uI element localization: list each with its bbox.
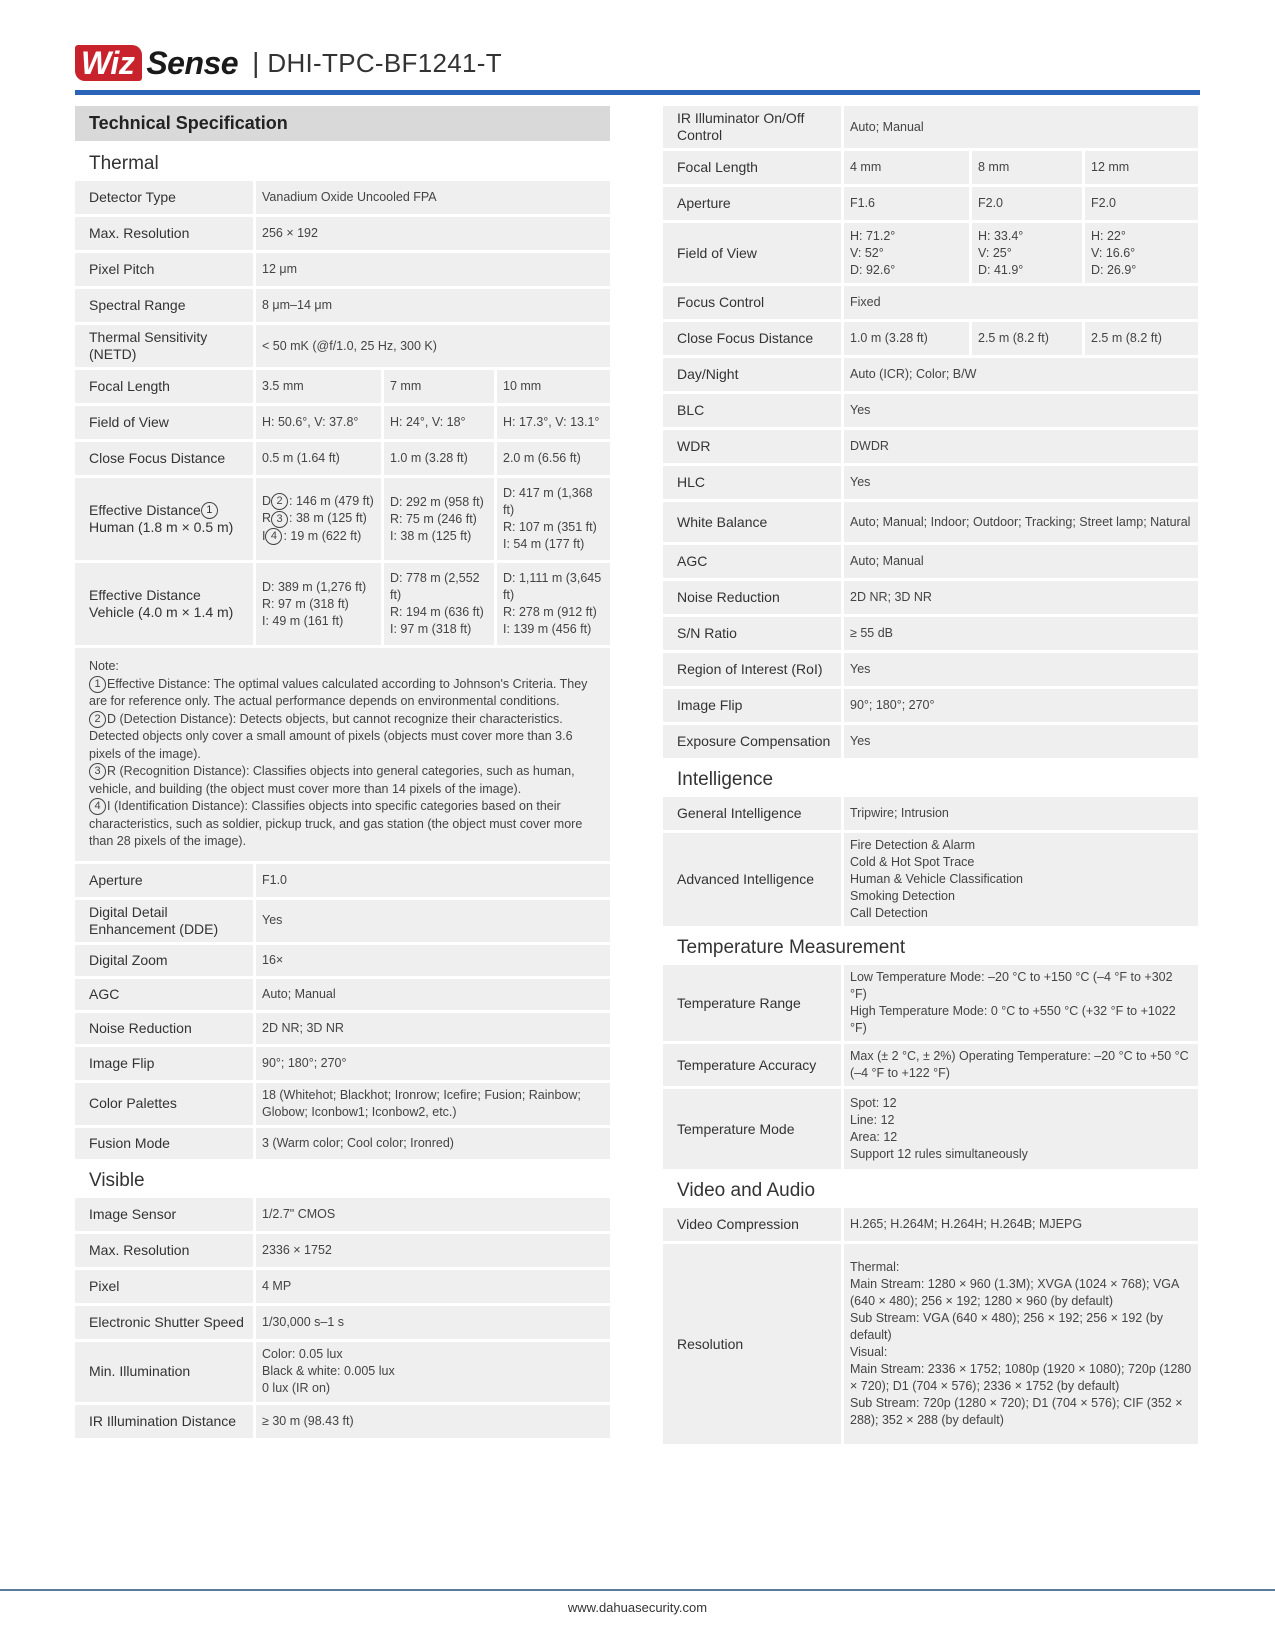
spec-value: 2.0 m (6.56 ft) (494, 442, 610, 475)
spec-label: Spectral Range (75, 289, 253, 322)
spec-value: D: 417 m (1,368 ft) R: 107 m (351 ft) I: 54 m (177 ft) (494, 478, 610, 560)
spec-label: Focal Length (663, 151, 841, 184)
note-heading: Note: (89, 659, 119, 673)
spec-value: Fixed (841, 286, 1198, 319)
wizsense-logo (75, 43, 238, 83)
spec-label: General Intelligence (663, 797, 841, 830)
section-title-video-audio: Video and Audio (677, 1180, 816, 1201)
note-item (89, 676, 602, 711)
spec-value: < 50 mK (@f/1.0, 25 Hz, 300 K) (253, 325, 610, 367)
note-item (89, 798, 602, 851)
spec-value: Auto (ICR); Color; B/W (841, 358, 1198, 391)
spec-row (663, 466, 1198, 499)
spec-label: Temperature Accuracy (663, 1044, 841, 1086)
spec-row (663, 322, 1198, 355)
spec-label: Digital Detail Enhancement (DDE) (75, 900, 253, 942)
right-table-c (663, 283, 1198, 322)
spec-label: Aperture (663, 187, 841, 220)
spec-label: Video Compression (663, 1208, 841, 1241)
spec-label: Day/Night (663, 358, 841, 391)
spec-row (663, 106, 1198, 148)
spec-row (663, 833, 1198, 926)
note-text: R (Recognition Distance): Classifies objects into general categories, such as human, vehicle, and building (the object must cover more than 14 pixels of the image). (89, 764, 575, 796)
spec-value: 3 (Warm color; Cool color; Ironred) (253, 1128, 610, 1159)
spec-label: AGC (663, 545, 841, 578)
temperature-table (663, 962, 1198, 1172)
circled-number: 4 (89, 798, 106, 815)
page-header (75, 38, 502, 88)
spec-value: D: 389 m (1,276 ft) R: 97 m (318 ft) I: 49 m (161 ft) (253, 563, 381, 645)
spec-row (663, 502, 1198, 542)
spec-label: Image Flip (663, 689, 841, 722)
spec-label: BLC (663, 394, 841, 427)
spec-label (75, 478, 253, 560)
spec-row (663, 797, 1198, 830)
spec-value: H: 17.3°, V: 13.1° (494, 406, 610, 439)
spec-label: Image Sensor (75, 1198, 253, 1231)
spec-row (75, 181, 610, 214)
spec-row (663, 965, 1198, 1041)
spec-label: Electronic Shutter Speed (75, 1306, 253, 1339)
spec-value: 2D NR; 3D NR (253, 1013, 610, 1044)
spec-label: Advanced Intelligence (663, 833, 841, 926)
spec-row (75, 370, 610, 403)
spec-label: Image Flip (75, 1047, 253, 1080)
header-divider (75, 90, 1200, 95)
label-part: Effective Distance (89, 501, 201, 518)
circled-number: 4 (265, 528, 282, 545)
spec-value: Yes (841, 725, 1198, 758)
spec-label: Pixel (75, 1270, 253, 1303)
spec-label: IR Illuminator On/Off Control (663, 106, 841, 148)
spec-label: Exposure Compensation (663, 725, 841, 758)
spec-row (75, 406, 610, 439)
spec-row (75, 900, 610, 942)
spec-row (663, 1044, 1198, 1086)
spec-label: IR Illumination Distance (75, 1405, 253, 1438)
spec-title: Technical Specification (75, 106, 610, 141)
spec-value: Yes (841, 653, 1198, 686)
spec-value: 2D NR; 3D NR (841, 581, 1198, 614)
spec-value: H: 24°, V: 18° (381, 406, 494, 439)
section-title-temperature: Temperature Measurement (677, 937, 906, 958)
spec-value: 90°; 180°; 270° (841, 689, 1198, 722)
spec-label: Temperature Mode (663, 1089, 841, 1169)
spec-row (75, 1270, 610, 1303)
spec-value: 1.0 m (3.28 ft) (841, 322, 969, 355)
spec-label: Focus Control (663, 286, 841, 319)
thermal-table-c (75, 861, 610, 1162)
spec-value: 2.5 m (8.2 ft) (1082, 322, 1198, 355)
spec-value: Fire Detection & Alarm Cold & Hot Spot Trace Human & Vehicle Classification Smoking Detection Call Detection (841, 833, 1198, 926)
value-part: : 146 m (479 ft) (289, 494, 374, 509)
spec-row (663, 430, 1198, 463)
spec-label: HLC (663, 466, 841, 499)
spec-row (663, 151, 1198, 184)
circled-number: 2 (89, 711, 106, 728)
note-item (89, 711, 602, 764)
spec-value: 0.5 m (1.64 ft) (253, 442, 381, 475)
left-column (75, 106, 610, 1441)
circled-number: 2 (271, 493, 288, 510)
spec-row-effective-vehicle (75, 563, 610, 645)
spec-label: Thermal Sensitivity (NETD) (75, 325, 253, 367)
spec-label: White Balance (663, 502, 841, 542)
spec-value: H.265; H.264M; H.264H; H.264B; MJEPG (841, 1208, 1198, 1241)
spec-label: Field of View (75, 406, 253, 439)
right-table-e (663, 355, 1198, 761)
spec-row (663, 725, 1198, 758)
header-separator: | (252, 47, 260, 78)
spec-value: Yes (841, 466, 1198, 499)
right-table-d (663, 319, 1198, 358)
spec-row (75, 1198, 610, 1231)
circled-number: 1 (201, 502, 218, 519)
spec-row-effective-human (75, 478, 610, 560)
thermal-table-b (75, 367, 610, 648)
spec-label: Focal Length (75, 370, 253, 403)
spec-row (75, 1342, 610, 1402)
spec-value: Max (± 2 °C, ± 2%) Operating Temperature: –20 °C to +50 °C (–4 °F to +122 °F) (841, 1044, 1198, 1086)
spec-label: AGC (75, 979, 253, 1010)
spec-value: F2.0 (1082, 187, 1198, 220)
spec-label: Resolution (663, 1244, 841, 1444)
thermal-table-a (75, 178, 610, 370)
spec-value: 1/2.7" CMOS (253, 1198, 610, 1231)
spec-value: 256 × 192 (253, 217, 610, 250)
spec-row (75, 289, 610, 322)
spec-row (663, 286, 1198, 319)
spec-row (75, 1047, 610, 1080)
spec-value: 2336 × 1752 (253, 1234, 610, 1267)
spec-value: F1.6 (841, 187, 969, 220)
spec-value: Spot: 12 Line: 12 Area: 12 Support 12 rules simultaneously (841, 1089, 1198, 1169)
spec-value: ≥ 30 m (98.43 ft) (253, 1405, 610, 1438)
spec-row (75, 1405, 610, 1438)
spec-label: Temperature Range (663, 965, 841, 1041)
spec-row (663, 653, 1198, 686)
spec-value: Low Temperature Mode: –20 °C to +150 °C (–4 °F to +302 °F) High Temperature Mode: 0 °C to +550 °C (+32 °F to +1022 °F) (841, 965, 1198, 1041)
spec-value: F2.0 (969, 187, 1082, 220)
spec-label: WDR (663, 430, 841, 463)
spec-value: H: 50.6°, V: 37.8° (253, 406, 381, 439)
right-table-a (663, 103, 1198, 151)
spec-value: Yes (841, 394, 1198, 427)
spec-row (663, 1089, 1198, 1169)
logo-sense-text: Sense (146, 44, 239, 81)
spec-label: Color Palettes (75, 1083, 253, 1125)
spec-row (663, 223, 1198, 283)
spec-value: 90°; 180°; 270° (253, 1047, 610, 1080)
spec-value: 8 mm (969, 151, 1082, 184)
spec-value: Color: 0.05 lux Black & white: 0.005 lux 0 lux (IR on) (253, 1342, 610, 1402)
spec-row (663, 545, 1198, 578)
spec-value: Tripwire; Intrusion (841, 797, 1198, 830)
spec-value: D 2 : 146 m (479 ft) R 3 : 38 m (125 ft) I 4 : 19 m (622 ft) (253, 478, 381, 560)
spec-row (75, 945, 610, 976)
spec-label: Noise Reduction (663, 581, 841, 614)
spec-value: 12 mm (1082, 151, 1198, 184)
spec-value: 4 mm (841, 151, 969, 184)
footer-url: www.dahuasecurity.com (567, 1600, 708, 1615)
spec-value: 3.5 mm (253, 370, 381, 403)
footer-divider (0, 1589, 1275, 1591)
spec-value: F1.0 (253, 864, 610, 897)
spec-row (663, 689, 1198, 722)
spec-value: 4 MP (253, 1270, 610, 1303)
spec-value: DWDR (841, 430, 1198, 463)
spec-row (663, 581, 1198, 614)
spec-row (663, 617, 1198, 650)
spec-label: Field of View (663, 223, 841, 283)
spec-value: Auto; Manual (253, 979, 610, 1010)
spec-label: Effective Distance Vehicle (4.0 m × 1.4 m) (75, 563, 253, 645)
value-part: : 19 m (622 ft) (283, 528, 362, 543)
spec-value: Yes (253, 900, 610, 942)
spec-value: ≥ 55 dB (841, 617, 1198, 650)
spec-label: Pixel Pitch (75, 253, 253, 286)
spec-row (663, 1244, 1198, 1444)
spec-label: Digital Zoom (75, 945, 253, 976)
spec-value: H: 33.4° V: 25° D: 41.9° (969, 223, 1082, 283)
spec-label: Region of Interest (RoI) (663, 653, 841, 686)
note-item (89, 763, 602, 798)
spec-label: Close Focus Distance (663, 322, 841, 355)
spec-value: Auto; Manual; Indoor; Outdoor; Tracking; Street lamp; Natural (841, 502, 1198, 542)
spec-row (75, 217, 610, 250)
spec-value: D: 778 m (2,552 ft) R: 194 m (636 ft) I: 97 m (318 ft) (381, 563, 494, 645)
spec-row (75, 1306, 610, 1339)
spec-value: H: 71.2° V: 52° D: 92.6° (841, 223, 969, 283)
section-title-intelligence: Intelligence (677, 769, 774, 790)
spec-label: Min. Illumination (75, 1342, 253, 1402)
spec-value: Vanadium Oxide Uncooled FPA (253, 181, 610, 214)
spec-row (75, 864, 610, 897)
spec-label: Max. Resolution (75, 217, 253, 250)
spec-label: Detector Type (75, 181, 253, 214)
spec-label: Noise Reduction (75, 1013, 253, 1044)
note-text: I (Identification Distance): Classifies objects into specific categories based on their characteristics, such as soldier, pickup truck, and gas station (the object must cover more than 28 pixels of the image). (89, 799, 583, 848)
spec-row (75, 442, 610, 475)
note-text: Effective Distance: The optimal values calculated according to Johnson's Criteria. They are for reference only. The actual performance depends on environmental conditions. (89, 676, 588, 708)
spec-value: 12 μm (253, 253, 610, 286)
section-title-visible: Visible (89, 1169, 145, 1191)
label-part: Human (1.8 m × 0.5 m) (89, 519, 234, 536)
intelligence-table (663, 794, 1198, 929)
spec-row (663, 394, 1198, 427)
spec-label: Max. Resolution (75, 1234, 253, 1267)
model-number: DHI-TPC-BF1241-T (267, 47, 502, 78)
spec-value: Thermal: Main Stream: 1280 × 960 (1.3M); XVGA (1024 × 768); VGA (640 × 480); 256 × 192; 1280 × 960 (by default) Sub Stream: VGA (640 × 480); 256 × 192; 256 × 192 (by default) Visual: Main Stream: 2336 × 1752; 1080p (1920 × 1080); 720p (1280 × 720); D1 (704 × 576); 2336 × 1752 (by default) Sub Stream: 720p (1280 × 720); D1 (704 × 576); CIF (352 × 288); 352 × 288 (by default) (841, 1244, 1198, 1444)
spec-value: 7 mm (381, 370, 494, 403)
spec-row (663, 1208, 1198, 1241)
spec-value: 1.0 m (3.28 ft) (381, 442, 494, 475)
value-part: : 38 m (125 ft) (289, 511, 367, 526)
spec-label: Aperture (75, 864, 253, 897)
spec-value: Auto; Manual (841, 545, 1198, 578)
spec-row (75, 253, 610, 286)
spec-row (75, 325, 610, 367)
spec-value: 2.5 m (8.2 ft) (969, 322, 1082, 355)
right-table-b (663, 148, 1198, 286)
spec-value: H: 22° V: 16.6° D: 26.9° (1082, 223, 1198, 283)
spec-row (75, 1083, 610, 1125)
spec-row (75, 979, 610, 1010)
spec-value: D: 1,111 m (3,645 ft) R: 278 m (912 ft) I: 139 m (456 ft) (494, 563, 610, 645)
spec-value: 8 μm–14 μm (253, 289, 610, 322)
video-audio-table (663, 1205, 1198, 1447)
spec-value: 1/30,000 s–1 s (253, 1306, 610, 1339)
spec-row (75, 1128, 610, 1159)
spec-label: S/N Ratio (663, 617, 841, 650)
spec-value: Auto; Manual (841, 106, 1198, 148)
spec-value: D: 292 m (958 ft) R: 75 m (246 ft) I: 38 m (125 ft) (381, 478, 494, 560)
section-title-thermal: Thermal (89, 153, 159, 174)
spec-value: 16× (253, 945, 610, 976)
spec-value: 10 mm (494, 370, 610, 403)
spec-row (75, 1234, 610, 1267)
spec-row (663, 358, 1198, 391)
note-text: D (Detection Distance): Detects objects, but cannot recognize their characteristics. Detected objects only cover a small amount of pixels (objects must cover more than 3.6 pixels of the image). (89, 711, 573, 761)
spec-label: Fusion Mode (75, 1128, 253, 1159)
spec-label: Close Focus Distance (75, 442, 253, 475)
spec-row (663, 187, 1198, 220)
visible-table (75, 1195, 610, 1441)
logo-wiz-text: Wiz (75, 45, 142, 81)
spec-value: 18 (Whitehot; Blackhot; Ironrow; Icefire; Fusion; Rainbow; Globow; Iconbow1; Iconbow2, etc.) (253, 1083, 610, 1125)
right-column (663, 106, 1198, 1447)
circled-number: 3 (271, 511, 288, 528)
spec-row (75, 1013, 610, 1044)
circled-number: 3 (89, 763, 106, 780)
effective-distance-note (75, 648, 610, 861)
circled-number: 1 (89, 676, 106, 693)
